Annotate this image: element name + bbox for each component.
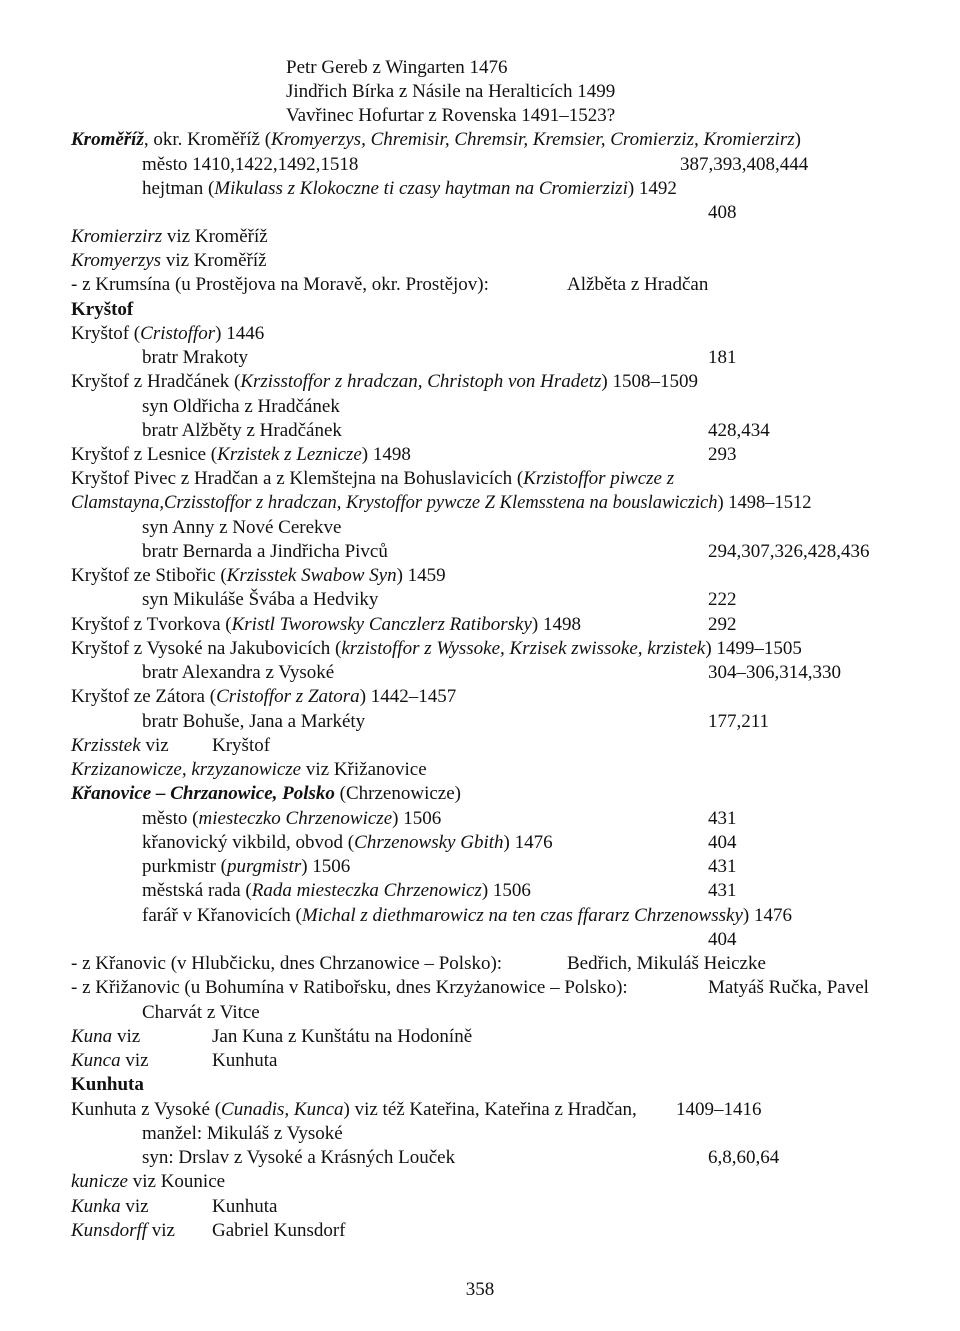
entry-line: Clamstayna,Crzisstoffor z hradczan, Krystoffor pywcze Z Klemsstena na bouslawiczich) 1498–1512	[71, 493, 812, 513]
page-reference: 428,434	[708, 420, 770, 441]
entry-line: Jindřich Bírka z Násile na Heralticích 1499	[286, 81, 616, 102]
cross-reference: Kunhuta	[212, 1050, 278, 1071]
cross-reference: Alžběta z Hradčan	[567, 274, 709, 295]
page-reference: 431	[708, 808, 737, 829]
entry-line: bratr Bohuše, Jana a Markéty	[142, 711, 366, 732]
entry-line: Kunka viz	[71, 1196, 149, 1217]
entry-line: Petr Gereb z Wingarten 1476	[286, 57, 508, 78]
entry-headword-line: Kroměříž, okr. Kroměříž (Kromyerzys, Chremisir, Chremsir, Kremsier, Cromierziz, Kromierzirz)	[71, 129, 801, 150]
entry-line: hejtman (Mikulass z Klokoczne ti czasy haytman na Cromierzizi) 1492	[142, 178, 677, 199]
cross-reference: Jan Kuna z Kunštátu na Hodoníně	[212, 1026, 473, 1047]
entry-line: Kryštof Pivec z Hradčan a z Klemštejna na Bohuslavicích (Krzistoffor piwcze z	[71, 468, 675, 489]
page-reference: 294,307,326,428,436	[708, 541, 870, 562]
entry-line: bratr Bernarda a Jindřicha Pivců	[142, 541, 388, 562]
entry-line: Kuna viz	[71, 1026, 141, 1047]
entry-line: Kryštof z Vysoké na Jakubovicích (krzistoffor z Wyssoke, Krzisek zwissoke, krzistek) 1499–1505	[71, 638, 802, 659]
entry-line: bratr Alexandra z Vysoké	[142, 662, 335, 683]
entry-line: křanovický vikbild, obvod (Chrzenowsky Gbith) 1476	[142, 832, 553, 853]
entry-line: manžel: Mikuláš z Vysoké	[142, 1123, 343, 1144]
entry-line: Kryštof ze Zátora (Cristoffor z Zatora) 1442–1457	[71, 686, 457, 707]
page-reference: 293	[708, 444, 737, 465]
entry-line: syn Anny z Nové Cerekve	[142, 517, 342, 538]
headword: Křanovice – Chrzanowice, Polsko	[71, 783, 335, 804]
page-reference: 431	[708, 880, 737, 901]
entry-line: Kryštof (Cristoffor) 1446	[71, 323, 265, 344]
entry-line: Vavřinec Hofurtar z Rovenska 1491–1523?	[286, 105, 616, 126]
page-number: 358	[465, 1279, 495, 1300]
entry-line: Kromierzirz viz Kroměříž	[71, 226, 268, 247]
entry-line: - z Křižanovic (u Bohumína v Ratibořsku, dnes Krzyżanowice – Polsko):	[71, 977, 628, 998]
page-reference: 292	[708, 614, 737, 635]
entry-line: - z Krumsína (u Prostějova na Moravě, okr. Prostějov):	[71, 274, 489, 295]
page-reference: 404	[708, 929, 737, 950]
entry-line: - z Křanovic (v Hlubčicku, dnes Chrzanowice – Polsko):	[71, 953, 503, 974]
entry-line: bratr Mrakoty	[142, 347, 249, 368]
entry-line: syn Oldřicha z Hradčánek	[142, 396, 340, 417]
page-reference: 304–306,314,330	[708, 662, 841, 683]
page-reference: 387,393,408,444	[680, 154, 809, 175]
entry-line: Kunhuta z Vysoké (Cunadis, Kunca) viz též Kateřina, Kateřina z Hradčan,	[71, 1099, 637, 1120]
cross-reference: Matyáš Ručka, Pavel	[708, 977, 869, 998]
cross-reference: Kryštof	[212, 735, 271, 756]
cross-reference: Bedřich, Mikuláš Heiczke	[567, 953, 766, 974]
entry-line: Kunca viz	[71, 1050, 149, 1071]
entry-line: farář v Křanovicích (Michal z diethmarowicz na ten czas ffararz Chrzenowssky) 1476	[142, 905, 792, 926]
entry-line: město (miesteczko Chrzenowicze) 1506	[142, 808, 442, 829]
entry-line: kunicze viz Kounice	[71, 1171, 226, 1192]
section-heading: Kryštof	[71, 299, 134, 320]
entry-line: Kunsdorff viz	[71, 1220, 175, 1241]
entry-line: Kryštof ze Stibořic (Krzisstek Swabow Syn) 1459	[71, 565, 446, 586]
entry-line: syn: Drslav z Vysoké a Krásných Louček	[142, 1147, 456, 1168]
entry-line: Kryštof z Tvorkova (Kristl Tworowsky Canczlerz Ratiborsky) 1498	[71, 614, 581, 635]
entry-line: Kryštof z Hradčánek (Krzisstoffor z hradczan, Christoph von Hradetz) 1508–1509	[71, 371, 698, 392]
entry-line: Kryštof z Lesnice (Krzistek z Leznicze) 1498	[71, 444, 411, 465]
entry-line: město 1410,1422,1492,1518	[142, 154, 359, 175]
page-reference: 431	[708, 856, 737, 877]
section-heading: Kunhuta	[71, 1074, 144, 1095]
entry-headword-line: Křanovice – Chrzanowice, Polsko (Chrzenowicze)	[71, 783, 461, 804]
entry-line: Kromyerzys viz Kroměříž	[71, 250, 267, 271]
entry-line: Krzisstek viz	[71, 735, 169, 756]
page-reference: 222	[708, 589, 737, 610]
entry-line: Krzizanowicze, krzyzanowicze viz Křižanovice	[71, 759, 427, 780]
entry-line: městská rada (Rada miesteczka Chrzenowicz) 1506	[142, 880, 531, 901]
page-reference: 404	[708, 832, 737, 853]
page-reference: 181	[708, 347, 737, 368]
page-reference: 408	[708, 202, 737, 223]
page-reference: 6,8,60,64	[708, 1147, 780, 1168]
headword: Kroměříž	[71, 129, 144, 150]
entry-line: bratr Alžběty z Hradčánek	[142, 420, 342, 441]
entry-line: Charvát z Vitce	[142, 1002, 260, 1023]
entry-line: purkmistr (purgmistr) 1506	[142, 856, 351, 877]
cross-reference: Gabriel Kunsdorf	[212, 1220, 346, 1241]
date-range: 1409–1416	[676, 1099, 762, 1120]
cross-reference: Kunhuta	[212, 1196, 278, 1217]
page-reference: 177,211	[708, 711, 770, 732]
entry-line: syn Mikuláše Švába a Hedviky	[142, 589, 379, 610]
